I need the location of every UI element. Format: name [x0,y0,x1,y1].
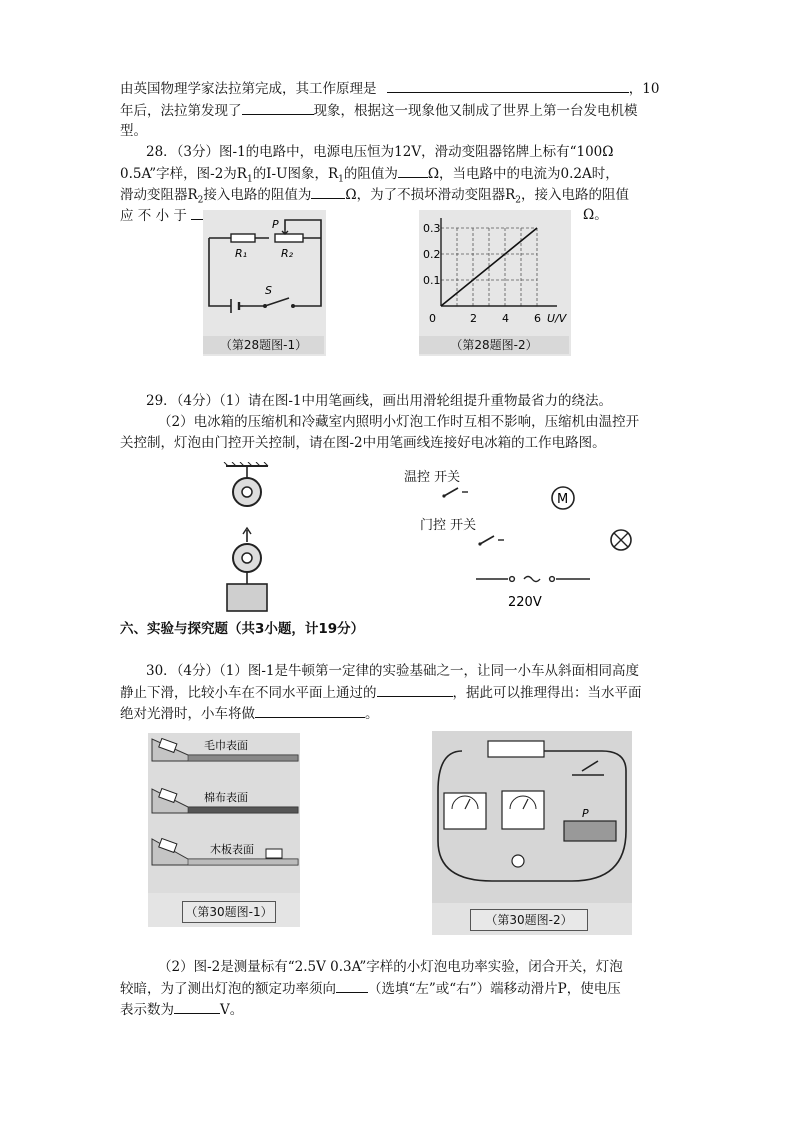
cart-icon [266,849,282,858]
answer-blank[interactable] [174,999,220,1014]
ramps-diagram [148,733,300,893]
text-line: 型。 [120,123,147,139]
circuit-figure-28-1 [203,210,326,356]
slider-p-label: P [582,807,589,820]
q28-line-4: 应 不 小 于 [120,205,221,226]
power-measurement-figure [432,731,632,935]
fig-caption: （第30题图-2） [470,909,588,931]
y-tick-label: 0.1 [423,274,441,287]
q30-part2-line-2: 较暗，为了测出灯泡的额定功率须向 （选填“左”或“右”）端移动滑片P，使电压 [120,978,621,999]
towel-surface [188,755,298,761]
q28-line-3: 滑动变阻器$R_2$接入电路的阻值为 Ω，为了不损坏滑动变阻器$R_2$，接入电路的阻值 [120,184,629,211]
x-tick-label: 2 [470,312,477,325]
q30-line-3: 绝对光滑时，小车将做 。 [120,703,379,724]
q28-line-4-end: Ω。 [583,207,608,223]
p-label: P [272,218,279,231]
power-circuit-diagram [432,731,632,903]
answer-blank[interactable] [377,682,453,697]
q29-line-2: （2）电冰箱的压缩机和冷藏室内照明小灯泡工作时互相不影响，压缩机由温控开 [158,414,640,430]
voltage-label: 220V [508,595,542,610]
iu-chart-figure [419,210,571,356]
q29-line-3: 关控制，灯泡由门控开关控制，请在图-2中用笔画线连接好电冰箱的工作电路图。 [120,435,606,451]
terminal-icon [510,577,515,582]
surface-label: 木板表面 [210,843,254,856]
q30-line-2: 静止下滑，比较小车在不同水平面上通过的 ，据此可以推理得出：当水平面 [120,682,642,703]
battery-box-icon [488,741,544,757]
x-tick-label: 6 [534,312,541,325]
answer-blank[interactable] [387,78,629,93]
fig-caption: （第28题图-1） [203,336,324,354]
iu-chart [419,210,571,356]
q30-line-1: 30．（4分）（1）图-1是牛顿第一定律的实验基础之一，让同一小车从斜面相同高度 [146,663,640,679]
ac-source-icon [524,577,540,582]
bulb-icon [512,855,524,867]
q28-line-2: 0.5A”字样，图-2为$R_1$的I-U图象，$R_1$的阻值为 Ω，当电路中的电流为0.2A时， [120,163,619,190]
pulley-diagram [222,462,274,612]
motor-label: M [557,492,569,507]
resistor-r1-icon [231,234,255,242]
answer-blank[interactable] [311,184,345,199]
ramps-figure [148,733,300,927]
pulley-figure [222,462,274,612]
answer-blank[interactable] [242,100,314,115]
q30-part2-line-1: （2）图-2是测量标有“2.5V 0.3A”字样的小灯泡电功率实验，闭合开关，灯泡 [158,959,623,975]
temp-switch-icon [444,488,458,496]
ammeter-icon [444,793,486,829]
rheostat-icon [564,821,616,841]
answer-blank[interactable] [398,163,428,178]
cotton-surface [188,807,298,813]
q28-line-1: 28．（3分）图-1的电路中，电源电压恒为12V，滑动变阻器铭牌上标有“100Ω [146,144,614,160]
fig-caption: （第28题图-2） [419,336,569,354]
q29-line-1: 29．（4分）（1）请在图-1中用笔画线，画出用滑轮组提升重物最省力的绕法。 [146,393,613,409]
weight-icon [227,584,267,611]
surface-label: 棉布表面 [204,791,248,804]
temp-switch-label: 温控 开关 [404,470,461,485]
fig-caption: （第30题图-1） [182,901,276,923]
y-tick-label: 0.2 [423,248,441,261]
text-line: 由英国物理学家法拉第完成，其工作原理是 ，10 [120,78,659,99]
r1-label: R₁ [235,247,248,260]
circuit-diagram [203,210,326,356]
surface-label: 毛巾表面 [204,739,248,752]
y-tick-label: 0.3 [423,222,441,235]
voltmeter-icon [502,791,544,829]
q30-part2-line-3: 表示数为 V。 [120,999,243,1020]
origin-label: 0 [429,312,436,325]
x-tick-label: 4 [502,312,509,325]
section-title: 六、实验与探究题（共3小题，计19分） [120,621,365,637]
resistor-r2-icon [275,234,303,242]
s-label: S [265,284,272,297]
fridge-circuit-diagram [400,462,650,612]
r2-label: R₂ [281,247,294,260]
door-switch-label: 门控 开关 [420,518,477,533]
wood-surface [188,859,298,865]
door-switch-icon [480,536,494,544]
x-axis-label: U/V [547,312,567,325]
answer-blank[interactable] [255,703,365,718]
text-line: 年后，法拉第发现了 现象，根据这一现象他又制成了世界上第一台发电机模 [120,100,638,121]
answer-blank[interactable] [336,978,368,993]
fridge-circuit-figure [400,462,650,612]
